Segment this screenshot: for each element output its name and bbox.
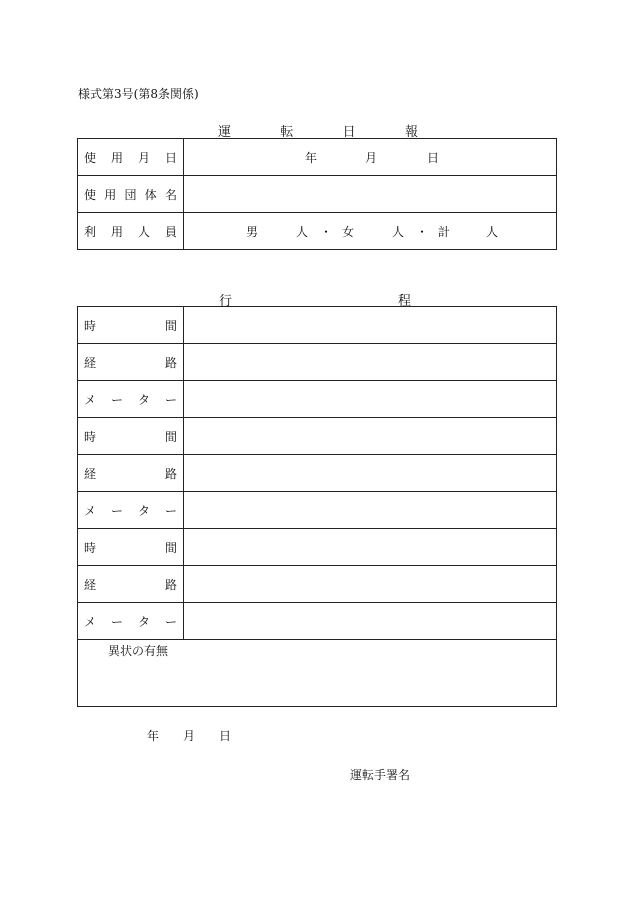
- label-time: 時 間: [78, 529, 184, 566]
- field-meter[interactable]: [184, 381, 557, 418]
- field-organization-name[interactable]: [184, 176, 557, 213]
- field-abnormality[interactable]: [78, 640, 557, 707]
- date-day: 日: [427, 150, 440, 165]
- label-meter: メ ー タ ー: [78, 492, 184, 529]
- female-label: 女: [342, 224, 355, 239]
- footer-day: 日: [218, 729, 231, 743]
- row-time: [78, 418, 557, 455]
- row-meter: [78, 492, 557, 529]
- footer-month: 月: [182, 729, 195, 743]
- row-abnormality: [78, 640, 557, 707]
- row-organization-name: [78, 176, 557, 213]
- footer-year: 年: [147, 729, 160, 743]
- person-unit: 人: [486, 224, 499, 239]
- separator-dot: ・: [320, 224, 333, 239]
- form-number-label: 様式第3号(第8条関係): [78, 87, 199, 101]
- itinerary-table: [77, 306, 557, 707]
- date-year: 年: [305, 150, 318, 165]
- label-meter: メ ー タ ー: [78, 603, 184, 640]
- field-time[interactable]: [184, 307, 557, 344]
- field-number-of-users[interactable]: [184, 213, 557, 250]
- row-number-of-users: [78, 213, 557, 250]
- field-meter[interactable]: [184, 603, 557, 640]
- label-time: 時 間: [78, 418, 184, 455]
- label-route: 経 路: [78, 455, 184, 492]
- row-route: [78, 344, 557, 381]
- title-char: 行: [219, 294, 233, 309]
- footer-date: [147, 727, 231, 744]
- title-char: 日: [342, 125, 356, 140]
- row-route: [78, 566, 557, 603]
- label-abnormality: 異状の有無: [108, 644, 169, 658]
- field-route[interactable]: [184, 455, 557, 492]
- field-time[interactable]: [184, 418, 557, 455]
- field-time[interactable]: [184, 529, 557, 566]
- separator-dot: ・: [416, 224, 429, 239]
- usage-info-table: [77, 138, 557, 250]
- row-time: [78, 529, 557, 566]
- label-number-of-users: 利 用 人 員: [78, 213, 184, 250]
- label-meter: メ ー タ ー: [78, 381, 184, 418]
- title-char: 運: [218, 125, 232, 140]
- label-time: 時 間: [78, 307, 184, 344]
- row-meter: [78, 603, 557, 640]
- label-usage-date: 使 用 月 日: [78, 139, 184, 176]
- total-label: 計: [438, 224, 451, 239]
- male-label: 男: [246, 224, 259, 239]
- row-meter: [78, 381, 557, 418]
- title-char: 転: [280, 125, 294, 140]
- label-route: 経 路: [78, 344, 184, 381]
- date-month: 月: [365, 150, 378, 165]
- title-char: 報: [404, 125, 418, 140]
- field-route[interactable]: [184, 344, 557, 381]
- label-route: 経 路: [78, 566, 184, 603]
- driver-signature-label: 運転手署名: [350, 768, 411, 782]
- field-meter[interactable]: [184, 492, 557, 529]
- row-route: [78, 455, 557, 492]
- person-unit: 人: [392, 224, 405, 239]
- field-route[interactable]: [184, 566, 557, 603]
- row-usage-date: [78, 139, 557, 176]
- field-usage-date[interactable]: [184, 139, 557, 176]
- person-unit: 人: [296, 224, 309, 239]
- row-time: [78, 307, 557, 344]
- title-char: 程: [397, 294, 411, 309]
- label-organization-name: 使 用 団 体 名: [78, 176, 184, 213]
